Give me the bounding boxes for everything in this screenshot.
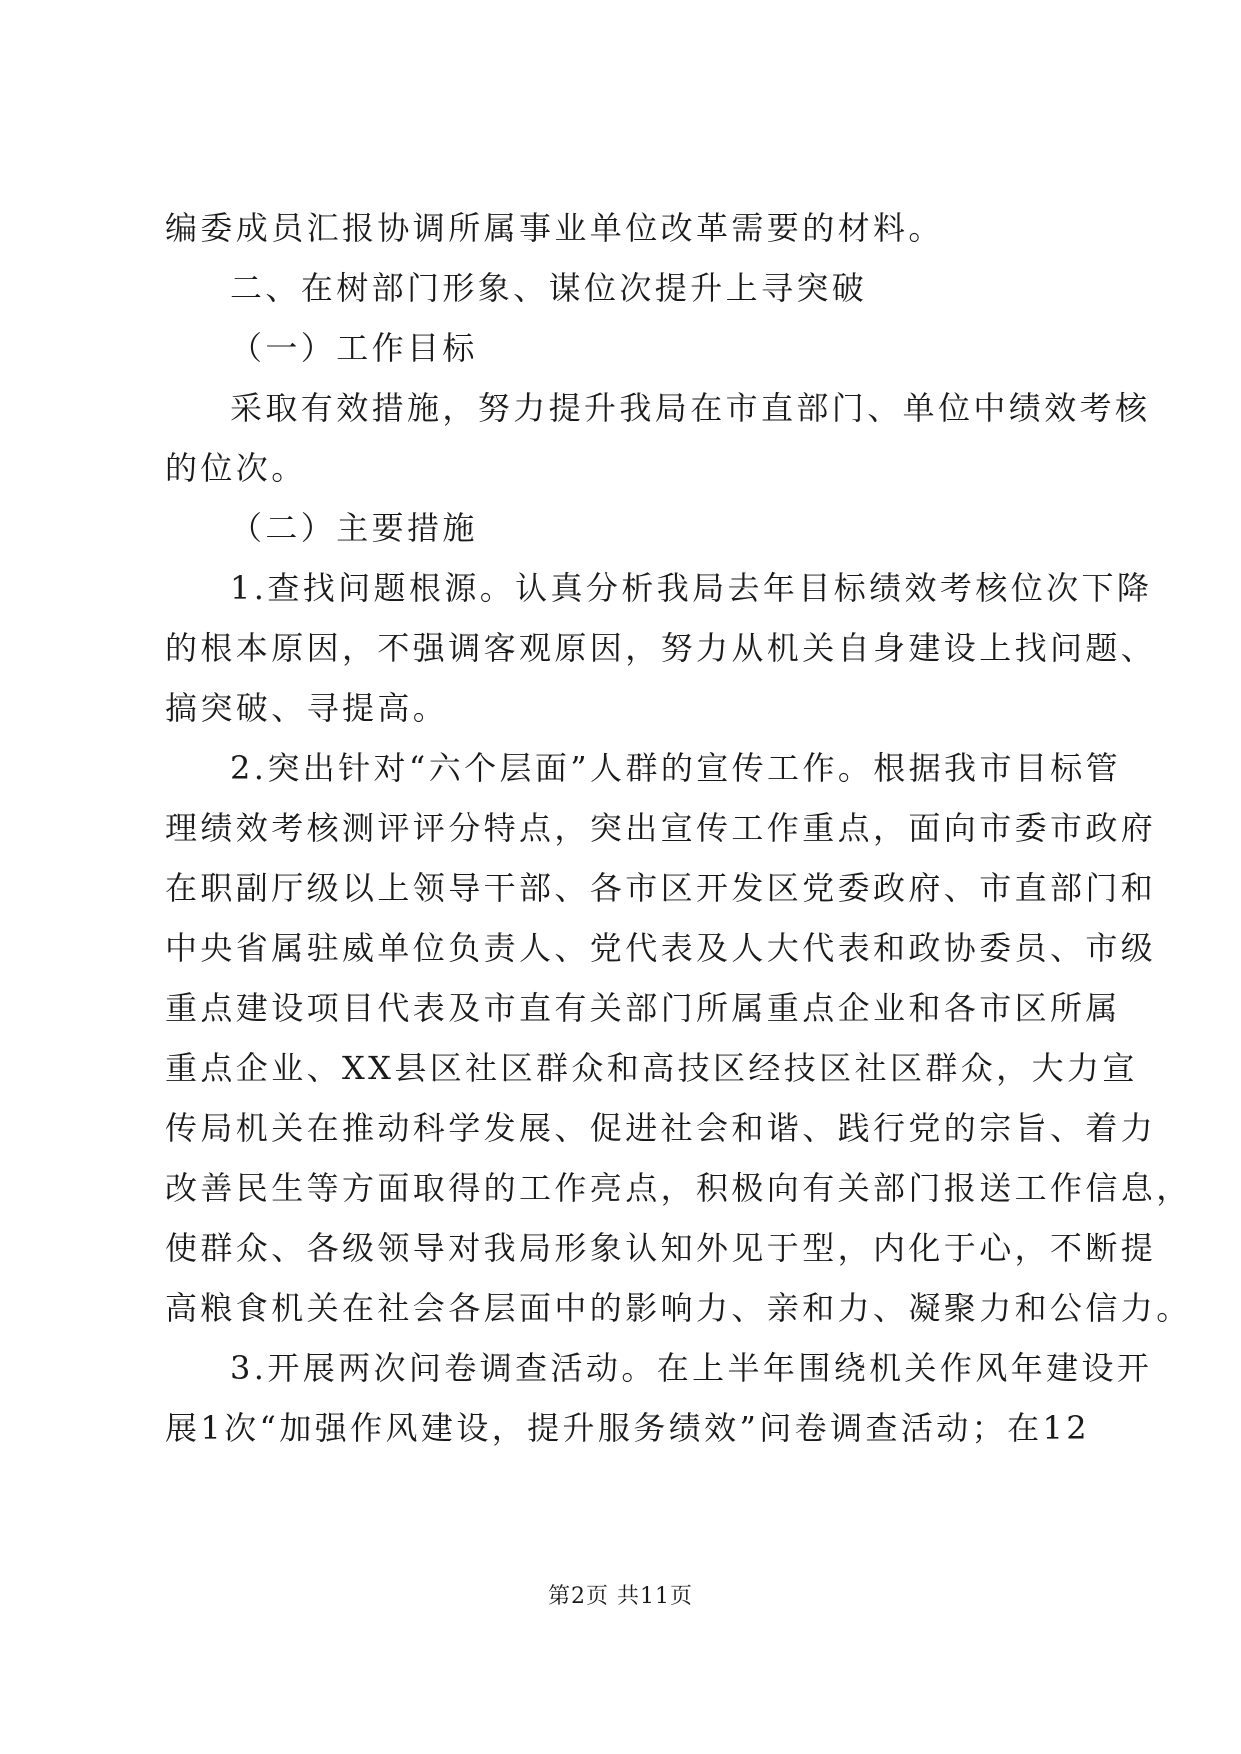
text-line: 重点建设项目代表及市直有关部门所属重点企业和各市区所属 (165, 989, 1121, 1027)
text-line: 传局机关在推动科学发展、促进社会和谐、践行党的宗旨、着力 (165, 1109, 1157, 1147)
subsection-heading: （二）主要措施 (230, 509, 478, 547)
text-line: 改善民生等方面取得的工作亮点，积极向有关部门报送工作信息， (165, 1169, 1192, 1207)
text-line: 采取有效措施，努力提升我局在市直部门、单位中绩效考核 (230, 389, 1151, 427)
text-line: 重点企业、XX县区社区群众和高技区经技区社区群众，大力宣 (165, 1049, 1138, 1087)
section-heading: 二、在树部门形象、谋位次提升上寻突破 (230, 269, 868, 307)
text-line: 中央省属驻威单位负责人、党代表及人大代表和政协委员、市级 (165, 929, 1157, 967)
text-line: 搞突破、寻提高。 (165, 689, 449, 727)
text-line: 编委成员汇报协调所属事业单位改革需要的材料。 (165, 209, 944, 247)
text-line: 3.开展两次问卷调查活动。在上半年围绕机关作风年建设开 (230, 1349, 1153, 1387)
text-line: 2.突出针对“六个层面”人群的宣传工作。根据我市目标管 (230, 749, 1122, 787)
text-line: 在职副厅级以上领导干部、各市区开发区党委政府、市直部门和 (165, 869, 1157, 907)
text-line: 使群众、各级领导对我局形象认知外见于型，内化于心，不断提 (165, 1229, 1157, 1267)
text-line: 的位次。 (165, 449, 307, 487)
text-line: 理绩效考核测评评分特点，突出宣传工作重点，面向市委市政府 (165, 809, 1157, 847)
page-number: 第2页 共11页 (548, 1584, 693, 1609)
text-line: 的根本原因，不强调客观原因，努力从机关自身建设上找问题、 (165, 629, 1157, 667)
text-line: 高粮食机关在社会各层面中的影响力、亲和力、凝聚力和公信力。 (165, 1289, 1192, 1327)
text-line: 展1次“加强作风建设，提升服务绩效”问卷调查活动；在12 (165, 1409, 1090, 1447)
subsection-heading: （一）工作目标 (230, 329, 478, 367)
text-line: 1.查找问题根源。认真分析我局去年目标绩效考核位次下降 (230, 569, 1153, 607)
